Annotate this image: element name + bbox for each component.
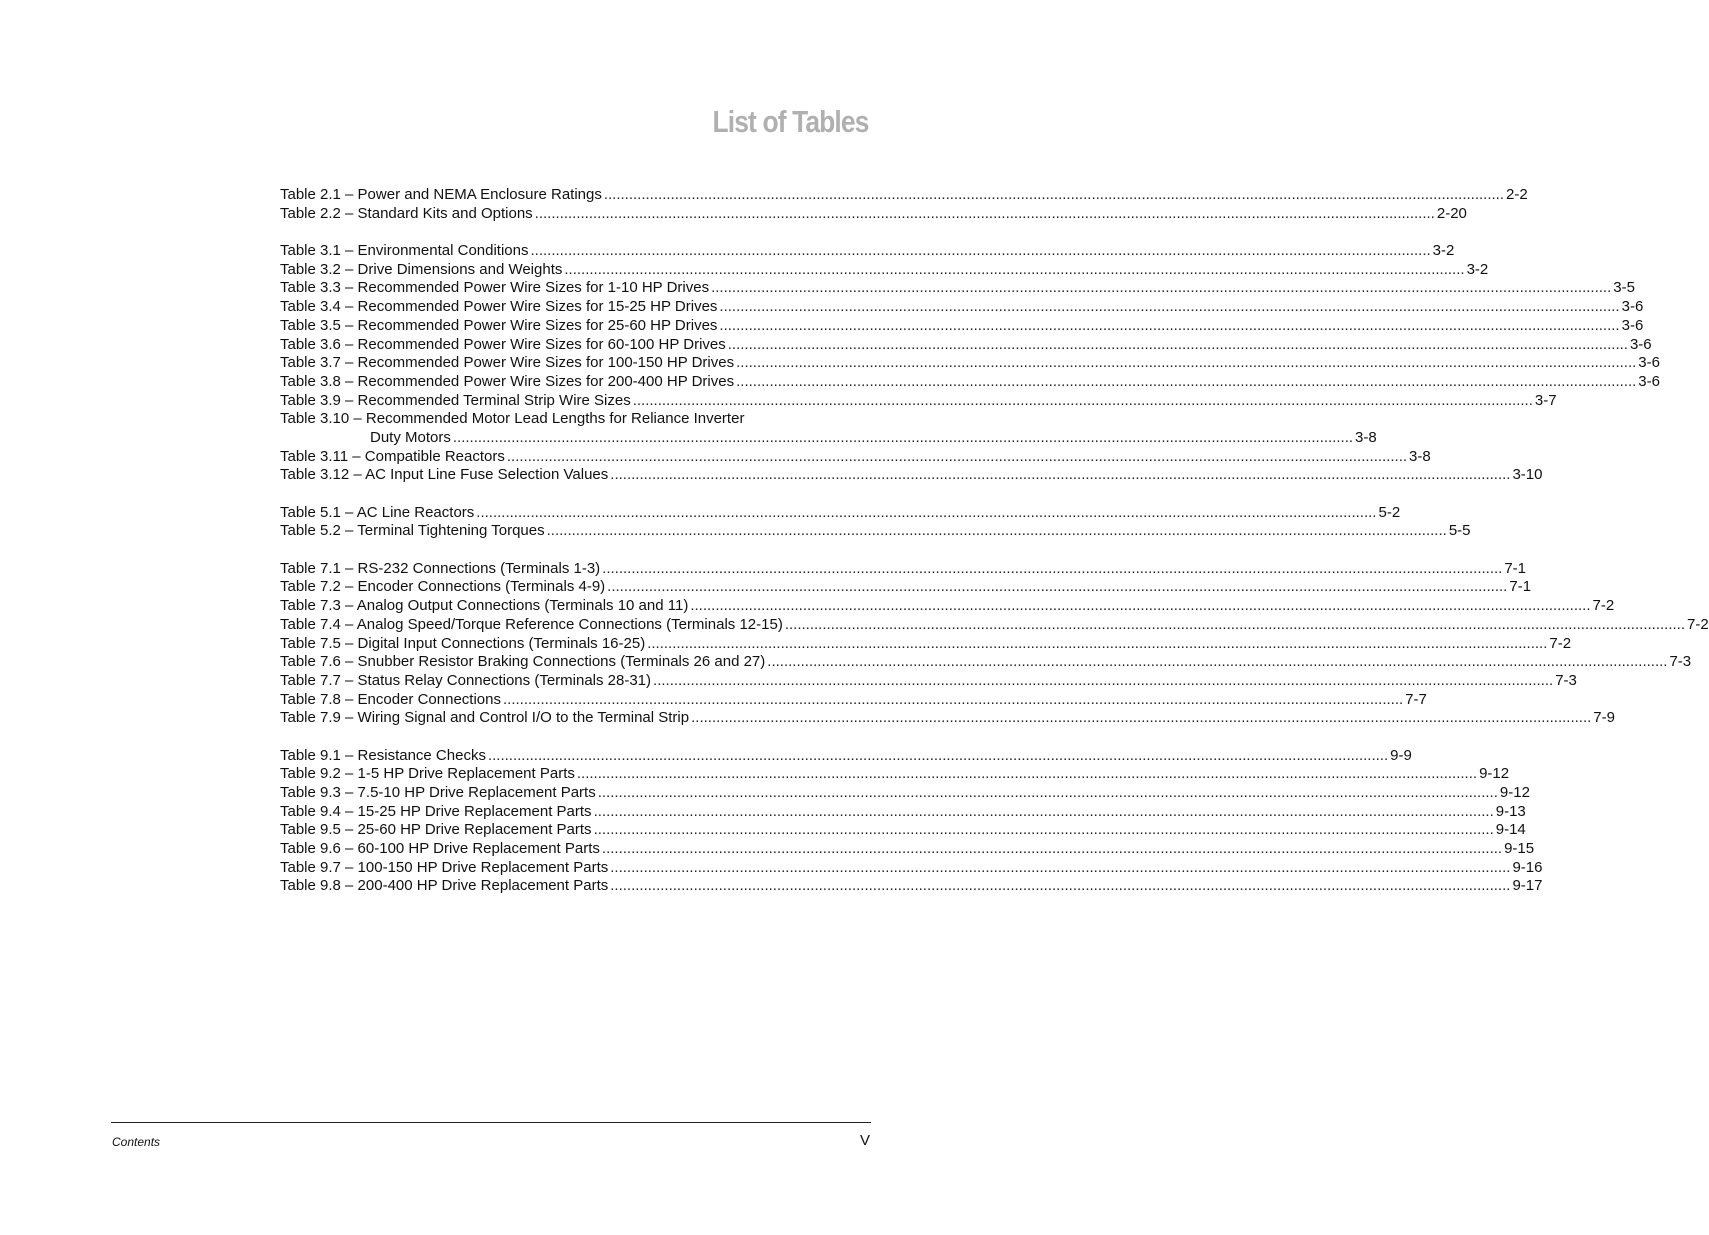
toc-entry[interactable] <box>280 204 1467 224</box>
dot-leader <box>711 279 1611 298</box>
toc-entry-page: 3-8 <box>1409 447 1431 465</box>
toc-entry-label: Table 7.4 – Analog Speed/Torque Reference Connections (Terminals 12-15) <box>280 615 783 633</box>
toc-entry-page: 7-2 <box>1592 597 1615 615</box>
toc-entry-page: 3-7 <box>1534 391 1557 409</box>
toc-entry-page: 5-5 <box>1448 522 1471 540</box>
toc-entry-label: Table 9.5 – 25-60 HP Drive Replacement Parts <box>280 821 592 839</box>
toc-entry-page: 7-1 <box>1504 559 1527 577</box>
dot-leader <box>785 616 1685 635</box>
footer-section-label: Contents <box>112 1135 161 1149</box>
toc-entry-label: Table 7.5 – Digital Input Connections (Terminals 16-25) <box>280 634 646 652</box>
toc-group <box>280 746 1543 897</box>
toc-entry[interactable] <box>280 597 1615 616</box>
toc-entry[interactable] <box>280 671 1577 691</box>
dot-leader <box>577 765 1477 784</box>
dot-leader <box>547 522 1447 541</box>
toc-entry-label: Table 3.9 – Recommended Terminal Strip Wire Sizes <box>280 391 631 409</box>
toc-entry[interactable] <box>280 746 1412 766</box>
toc-entry-page: 3-6 <box>1621 298 1644 316</box>
toc-entry[interactable] <box>280 316 1644 336</box>
dot-leader <box>719 298 1619 317</box>
toc-entry-label: Table 3.6 – Recommended Power Wire Sizes for 60-100 HP Drives <box>280 335 726 353</box>
toc-entry-label: Duty Motors <box>370 428 451 446</box>
toc-entry[interactable] <box>280 784 1530 803</box>
dot-leader <box>607 578 1507 597</box>
toc-group <box>280 186 1528 223</box>
dot-leader <box>610 877 1510 896</box>
dot-leader <box>719 317 1619 336</box>
page-title: List of Tables <box>713 104 869 139</box>
toc-entry-label: Table 9.4 – 15-25 HP Drive Replacement Parts <box>280 802 592 820</box>
toc-entry-page: 3-5 <box>1613 279 1635 297</box>
toc-entry-page: 7-3 <box>1555 671 1577 689</box>
toc-entry-page: 5-2 <box>1378 503 1401 521</box>
toc-entry[interactable] <box>280 410 870 429</box>
toc-entry[interactable] <box>280 447 1431 467</box>
toc-entry[interactable] <box>280 709 1615 728</box>
dot-leader <box>594 821 1494 840</box>
toc-group <box>280 559 1709 728</box>
toc-entry-page: 3-6 <box>1621 316 1644 334</box>
toc-entry-label: Table 9.6 – 60-100 HP Drive Replacement Parts <box>280 840 600 858</box>
dot-leader <box>653 672 1553 691</box>
toc-entry-page: 7-1 <box>1509 578 1532 596</box>
toc-entry[interactable] <box>280 503 1401 523</box>
dot-leader <box>647 635 1547 654</box>
dot-leader <box>476 504 1376 523</box>
toc-entry-page: 3-8 <box>1355 428 1377 446</box>
toc-entry[interactable] <box>280 653 1692 672</box>
toc-entry-label: Table 9.1 – Resistance Checks <box>280 746 486 764</box>
toc-entry[interactable] <box>280 821 1526 840</box>
toc-entry-label: Table 3.7 – Recommended Power Wire Sizes for 100-150 HP Drives <box>280 354 735 372</box>
dot-leader <box>507 448 1407 467</box>
toc-entry[interactable] <box>280 298 1644 317</box>
toc-entry-label: Table 3.4 – Recommended Power Wire Sizes for 15-25 HP Drives <box>280 298 718 316</box>
toc-entry-label: Table 3.8 – Recommended Power Wire Sizes for 200-400 HP Drives <box>280 372 735 390</box>
toc-entry-page: 7-2 <box>1687 615 1709 633</box>
toc-entry-label: Table 5.2 – Terminal Tightening Torques <box>280 522 545 540</box>
toc-entry-label: Table 9.2 – 1-5 HP Drive Replacement Parts <box>280 765 575 783</box>
toc-entry-label: Table 7.2 – Encoder Connections (Terminals 4-9) <box>280 578 606 596</box>
toc-entry-page: 9-12 <box>1499 784 1530 801</box>
toc-entry[interactable] <box>280 858 1543 878</box>
toc-entry-page: 7-3 <box>1669 653 1692 671</box>
toc-entry-label: Table 9.3 – 7.5-10 HP Drive Replacement Parts <box>280 784 596 801</box>
toc-entry-page: 9-12 <box>1479 765 1510 783</box>
toc-entry-page: 3-6 <box>1629 335 1652 353</box>
toc-entry[interactable] <box>280 765 1510 784</box>
dot-leader <box>767 653 1667 672</box>
dot-leader <box>594 803 1494 822</box>
toc-entry[interactable] <box>280 522 1471 541</box>
toc-entry-page: 9-17 <box>1512 877 1543 895</box>
toc-entry-label: Table 7.8 – Encoder Connections <box>280 690 501 708</box>
toc-entry[interactable] <box>280 186 1528 205</box>
toc-entry[interactable] <box>280 690 1427 710</box>
toc-entry-page: 9-15 <box>1504 840 1535 858</box>
toc-entry-label: Table 7.6 – Snubber Resistor Braking Connections (Terminals 26 and 27) <box>280 653 766 671</box>
dot-leader <box>728 336 1628 355</box>
toc-entry-label: Table 7.1 – RS-232 Connections (Terminals 1-3) <box>280 559 601 577</box>
toc-entry-page: 9-9 <box>1390 746 1412 764</box>
toc-entry[interactable] <box>280 466 1543 485</box>
toc-entry[interactable] <box>280 559 1527 579</box>
toc-entry[interactable] <box>280 391 1557 411</box>
toc-entry-page: 3-10 <box>1512 466 1543 484</box>
toc-entry-label: Table 7.9 – Wiring Signal and Control I/O to the Terminal Strip <box>280 709 690 727</box>
dot-leader <box>633 392 1533 411</box>
footer-divider <box>111 1122 871 1123</box>
toc-entry-label: Table 7.3 – Analog Output Connections (Terminals 10 and 11) <box>280 597 689 615</box>
toc-entry-label: Table 3.10 – Recommended Motor Lead Lengths for Reliance Inverter <box>280 410 745 428</box>
toc-group <box>280 503 1471 541</box>
dot-leader <box>690 597 1590 616</box>
toc-entry-label: Table 3.12 – AC Input Line Fuse Selection Values <box>280 466 609 484</box>
dot-leader <box>736 373 1636 392</box>
dot-leader <box>488 747 1388 766</box>
toc-entry-label: Table 9.8 – 200-400 HP Drive Replacement Parts <box>280 877 609 895</box>
toc-entry-page: 7-2 <box>1549 634 1572 652</box>
toc-entry-label: Table 3.2 – Drive Dimensions and Weights <box>280 260 563 278</box>
dot-leader <box>453 429 1353 448</box>
dot-leader <box>602 560 1502 579</box>
dot-leader <box>604 186 1504 205</box>
dot-leader <box>610 859 1510 878</box>
dot-leader <box>564 261 1464 280</box>
toc-entry-page: 3-6 <box>1638 372 1660 390</box>
toc-entry-page: 3-6 <box>1638 354 1660 372</box>
toc-entry-label: Table 5.1 – AC Line Reactors <box>280 503 475 521</box>
toc-entry-label: Table 3.3 – Recommended Power Wire Sizes for 1-10 HP Drives <box>280 279 710 297</box>
toc-entry-label: Table 2.1 – Power and NEMA Enclosure Ratings <box>280 186 602 203</box>
dot-leader <box>602 840 1502 859</box>
toc-entry-page: 9-13 <box>1495 802 1526 820</box>
footer-page-number: V <box>859 1132 870 1149</box>
toc-entry-label: Table 7.7 – Status Relay Connections (Terminals 28-31) <box>280 671 652 689</box>
toc-group <box>280 242 1660 485</box>
toc-entry[interactable] <box>280 260 1489 280</box>
dot-leader <box>736 354 1636 373</box>
toc-entry-page: 3-2 <box>1432 242 1455 260</box>
toc-entry[interactable] <box>280 634 1572 654</box>
toc-entry-page: 7-9 <box>1593 709 1615 727</box>
toc-entry-label: Table 3.5 – Recommended Power Wire Sizes for 25-60 HP Drives <box>280 316 718 334</box>
toc-entry[interactable] <box>280 279 1635 298</box>
dot-leader <box>535 205 1435 224</box>
dot-leader <box>530 242 1430 261</box>
dot-leader <box>610 466 1510 485</box>
toc-entry[interactable] <box>280 242 1455 261</box>
toc-entry[interactable] <box>280 802 1526 822</box>
toc-entry-continuation[interactable] <box>280 428 1377 448</box>
toc-entry[interactable] <box>280 354 1660 373</box>
dot-leader <box>691 709 1591 728</box>
toc-entry-label: Table 3.1 – Environmental Conditions <box>280 242 529 260</box>
toc-entry-page: 2-20 <box>1436 204 1467 222</box>
dot-leader <box>503 691 1403 710</box>
toc-entry-page: 9-14 <box>1495 821 1526 839</box>
toc-entry-label: Table 2.2 – Standard Kits and Options <box>280 204 533 222</box>
toc-entry-page: 9-16 <box>1512 858 1543 876</box>
toc-entry[interactable] <box>280 372 1660 392</box>
toc-entry-label: Table 9.7 – 100-150 HP Drive Replacement Parts <box>280 858 609 876</box>
toc-entry[interactable] <box>280 840 1535 859</box>
toc-entry[interactable] <box>280 615 1709 635</box>
toc-entry-page: 7-7 <box>1405 690 1427 708</box>
toc-entry[interactable] <box>280 578 1532 597</box>
dot-leader <box>598 784 1498 803</box>
toc-entry[interactable] <box>280 877 1543 896</box>
toc-entry-page: 3-2 <box>1466 260 1489 278</box>
toc-entry-label: Table 3.11 – Compatible Reactors <box>280 447 505 465</box>
toc-entry[interactable] <box>280 335 1652 355</box>
list-of-tables <box>280 186 1709 915</box>
toc-entry-page: 2-2 <box>1506 186 1528 203</box>
